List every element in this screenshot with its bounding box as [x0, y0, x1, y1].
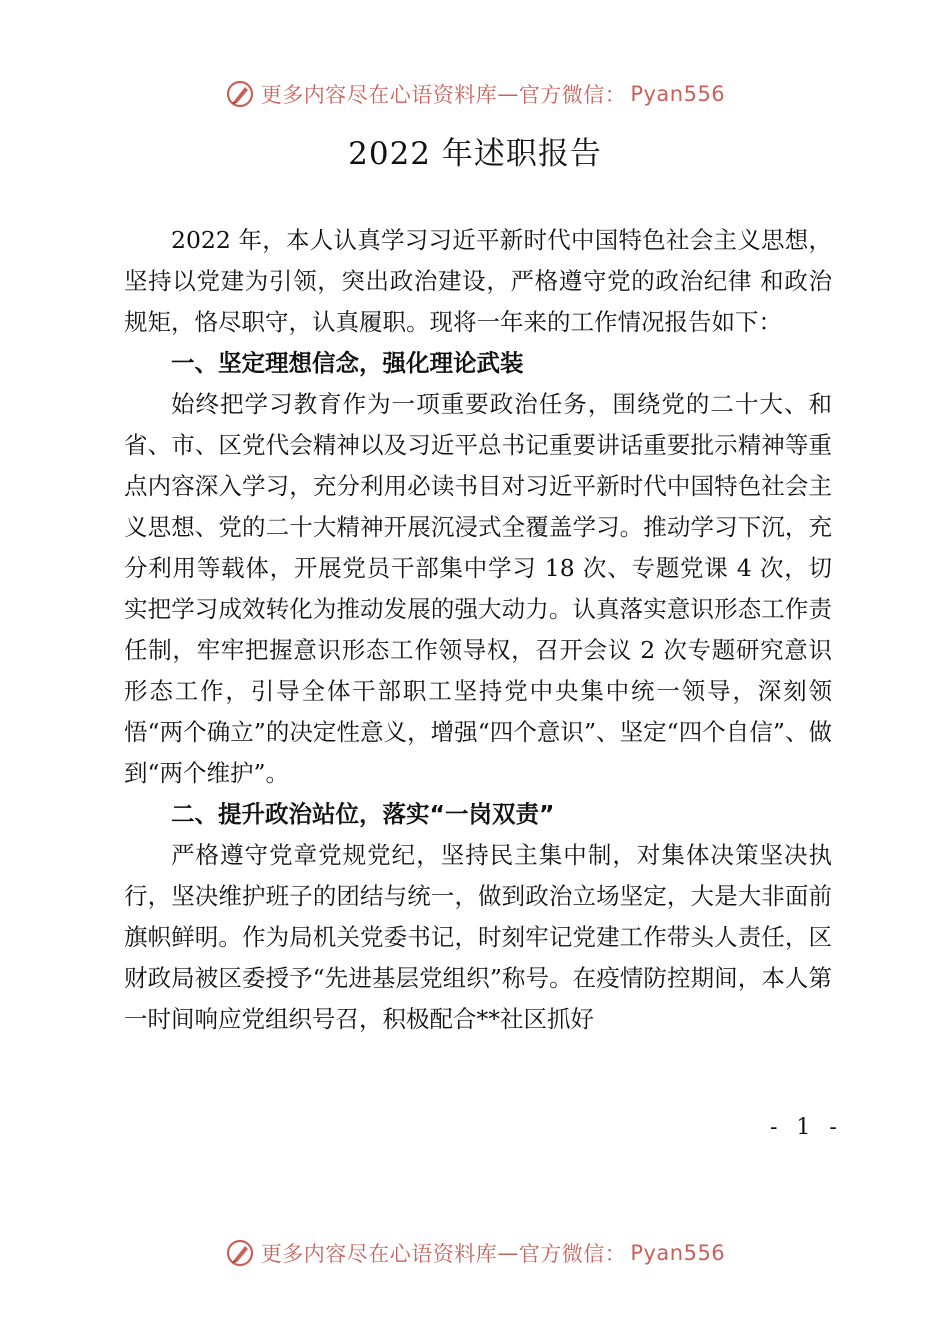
- footer-watermark: [0, 1233, 950, 1273]
- watermark-dash: —: [497, 82, 519, 106]
- section-heading: 一、坚定理想信念，强化理论武装: [171, 349, 524, 377]
- watermark-text: 更多内容尽在心语资料库: [260, 1242, 498, 1266]
- pen-nib-logo-icon: [225, 1238, 255, 1268]
- watermark-wechat-id: Pyan556: [630, 82, 726, 106]
- section-heading: 二、提升政治站位，落实“一岗双责”: [171, 800, 555, 828]
- watermark-dash: —: [497, 1241, 519, 1265]
- watermark-wechat-label: 官方微信：: [518, 1242, 627, 1266]
- watermark-text: 更多内容尽在心语资料库: [260, 83, 498, 107]
- header-watermark: [0, 74, 950, 114]
- intro-paragraph: 2022 年，本人认真学习习近平新时代中国特色社会主义思想，坚持以党建为引领，突出政治建设，严格遵守党的政治纪律 和政治规矩，恪尽职守，认真履职。现将一年来的工作情况报告如下：: [124, 226, 832, 336]
- document-body: [124, 220, 832, 1040]
- document-title: 2022 年述职报告: [348, 136, 602, 172]
- section-paragraph: 始终把学习教育作为一项重要政治任务，围绕党的二十大、和省、市、区党代会精神以及习近平总书记重要讲话重要批示精神等重点内容深入学习，充分利用必读书目对习近平新时代中国特色社会主义思想、党的二十大精神开展沉浸式全覆盖学习。推动学习下沉，充分利用等载体，开展党员干部集中学习 18 次、专题党课 4 次，切实把学习成效转化为推动发展的强大动力。认真落实意识形态工作责任制，牢牢把握意识形态工作领导权，召开会议 2 次专题研究意识形态工作，引导全体干部职工坚持党中央集中统一领导，深刻领悟“两个确立”的决定性意义，增强“四个意识”、坚定“四个自信”、做到“两个维护”。: [124, 390, 832, 787]
- watermark-wechat-label: 官方微信：: [518, 83, 627, 107]
- page-number: - 1 -: [770, 1115, 843, 1140]
- watermark-wechat-id: Pyan556: [630, 1241, 726, 1265]
- section-paragraph: 严格遵守党章党规党纪，坚持民主集中制，对集体决策坚决执行，坚决维护班子的团结与统一，做到政治立场坚定，大是大非面前旗帜鲜明。作为局机关党委书记，时刻牢记党建工作带头人责任，区财政局被区委授予“先进基层党组织”称号。在疫情防控期间，本人第一时间响应党组织号召，积极配合**社区抓好: [124, 841, 832, 1033]
- pen-nib-logo-icon: [225, 79, 255, 109]
